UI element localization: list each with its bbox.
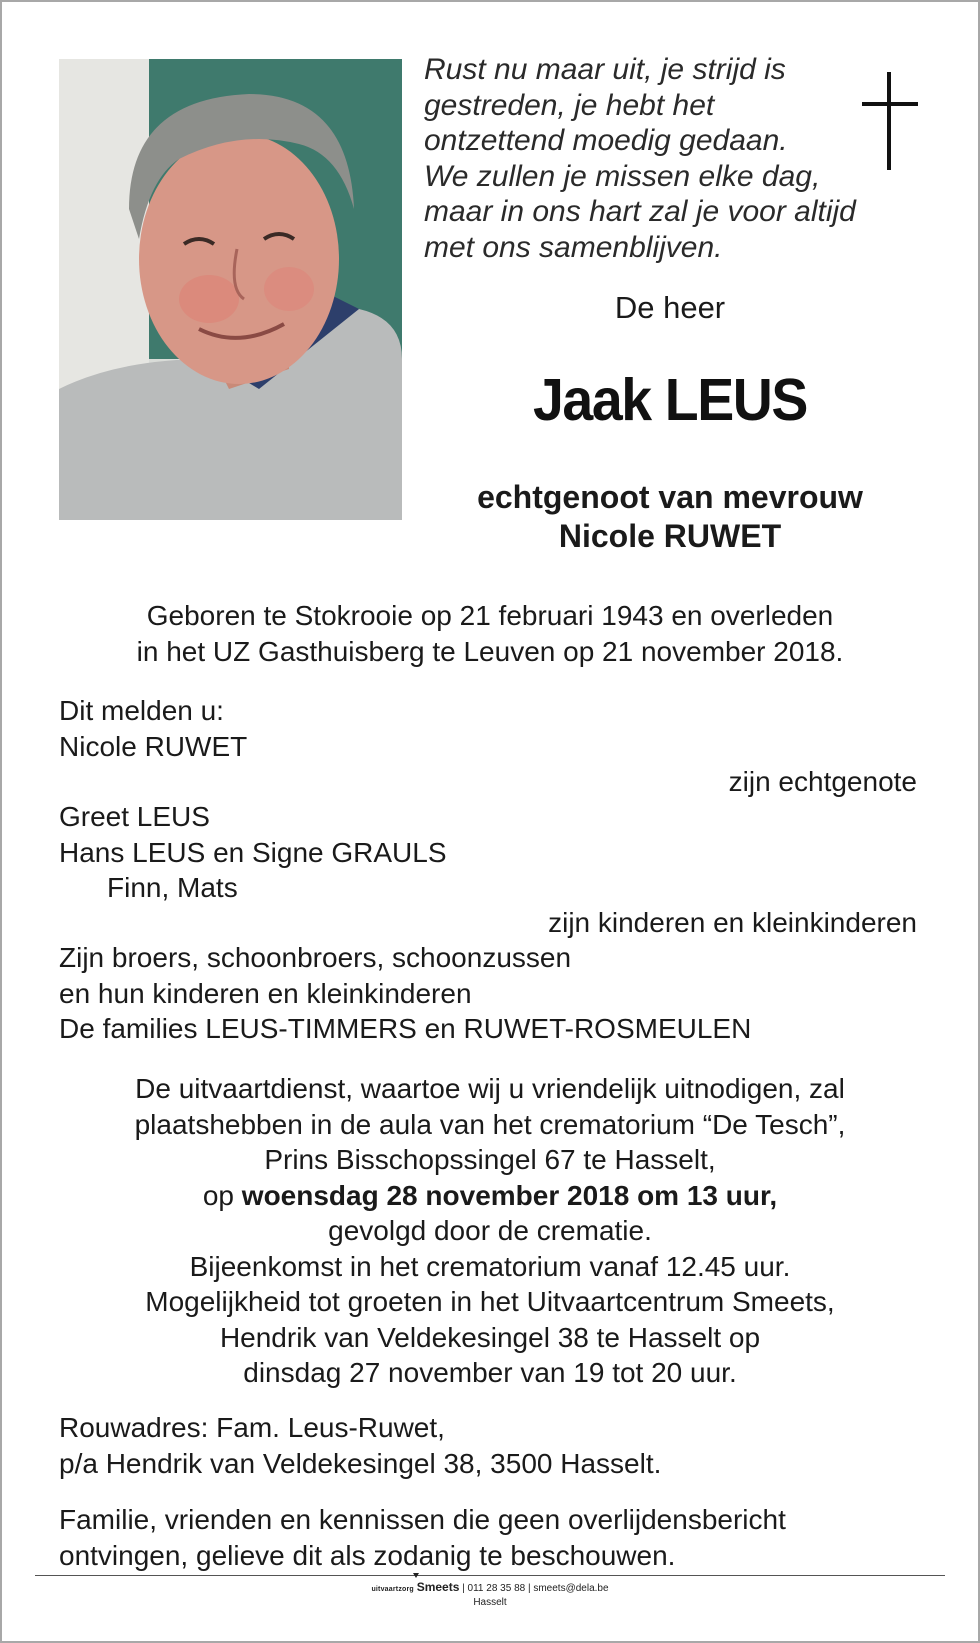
- service-date-prefix: op: [202, 1179, 242, 1211]
- footer-brand-name: Smeets: [416, 1580, 460, 1594]
- spouse-info: [420, 478, 920, 556]
- spouse-name: Nicole RUWET: [59, 730, 248, 762]
- intro-text: Dit melden u:: [59, 695, 224, 726]
- child-name: Greet LEUS: [59, 801, 210, 832]
- service-date: woensdag 28 november 2018 om 13 uur,: [241, 1179, 778, 1211]
- child-name: Hans LEUS en Signe GRAULS: [59, 836, 447, 868]
- children-role: zijn kinderen en kleinkinderen: [548, 907, 917, 938]
- other-relatives: [59, 940, 751, 1047]
- children-list: [59, 799, 447, 906]
- poem-line: ontzettend moedig gedaan.: [424, 124, 788, 157]
- footer: [200, 1581, 780, 1609]
- brand-triangle-icon: [413, 1573, 419, 1578]
- footer-divider: [35, 1575, 945, 1576]
- born-line-2: in het UZ Gasthuisberg te Leuven op 21 november 2018.: [136, 635, 844, 667]
- spouse-role: zijn echtgenote: [728, 766, 917, 797]
- announcers-intro: [59, 693, 247, 764]
- spouse-line-1: echtgenoot van mevrouw: [477, 479, 863, 515]
- service-line: dinsdag 27 november van 19 tot 20 uur.: [243, 1357, 737, 1388]
- poem-line: maar in ons hart zal je voor altijd: [424, 195, 856, 228]
- cross-icon: [862, 72, 918, 175]
- footer-city: Hasselt: [473, 1597, 507, 1608]
- service-line: Prins Bisschopssingel 67 te Hasselt,: [264, 1144, 716, 1175]
- address-line: p/a Hendrik van Veldekesingel 38, 3500 Hasselt.: [59, 1447, 662, 1479]
- grandchildren-names: Finn, Mats: [107, 872, 238, 903]
- footer-contact: | 011 28 35 88 | smeets@dela.be: [459, 1583, 609, 1594]
- poem-line: Rust nu maar uit, je strijd is: [424, 53, 786, 86]
- relatives-line: De families LEUS-TIMMERS en RUWET-ROSMEULEN: [59, 1013, 752, 1044]
- notice-line: Familie, vrienden en kennissen die geen overlijdensbericht: [59, 1504, 786, 1535]
- poem: [424, 52, 884, 265]
- portrait-photo: [59, 59, 402, 520]
- service-line: gevolgd door de crematie.: [328, 1215, 652, 1246]
- service-date-line: [40, 1178, 940, 1214]
- mourning-address: [59, 1410, 661, 1481]
- deceased-name: Jaak LEUS: [532, 367, 808, 433]
- poem-line: gestreden, je hebt het: [424, 88, 715, 122]
- service-line: Bijeenkomst in het crematorium vanaf 12.45 uur.: [189, 1250, 791, 1282]
- honorific: De heer: [614, 290, 726, 325]
- service-line: De uitvaartdienst, waartoe wij u vriendelijk uitnodigen, zal: [135, 1073, 845, 1104]
- footer-contact-line: [200, 1581, 780, 1596]
- spouse-line-2: Nicole RUWET: [558, 518, 782, 554]
- funeral-service-info: [40, 1071, 940, 1391]
- relatives-line: Zijn broers, schoonbroers, schoonzussen: [59, 942, 572, 973]
- poem-line: met ons samenblijven.: [424, 230, 723, 264]
- notice-line: ontvingen, gelieve dit als zodanig te beschouwen.: [59, 1539, 676, 1571]
- address-line: Rouwadres: Fam. Leus-Ruwet,: [59, 1412, 445, 1443]
- poem-line: We zullen je missen elke dag,: [424, 159, 821, 193]
- footer-brand-small: uitvaartzorg: [371, 1586, 414, 1593]
- born-line-1: Geboren te Stokrooie op 21 februari 1943 en overleden: [146, 600, 834, 631]
- footer-brand: [417, 1580, 460, 1594]
- closing-notice: [59, 1502, 786, 1573]
- service-line: Hendrik van Veldekesingel 38 te Hasselt op: [219, 1321, 761, 1353]
- relatives-line: en hun kinderen en kleinkinderen: [59, 977, 472, 1009]
- service-line: Mogelijkheid tot groeten in het Uitvaartcentrum Smeets,: [145, 1286, 835, 1317]
- service-line: plaatshebben in de aula van het crematorium “De Tesch”,: [134, 1108, 846, 1140]
- birth-death-info: [40, 598, 940, 669]
